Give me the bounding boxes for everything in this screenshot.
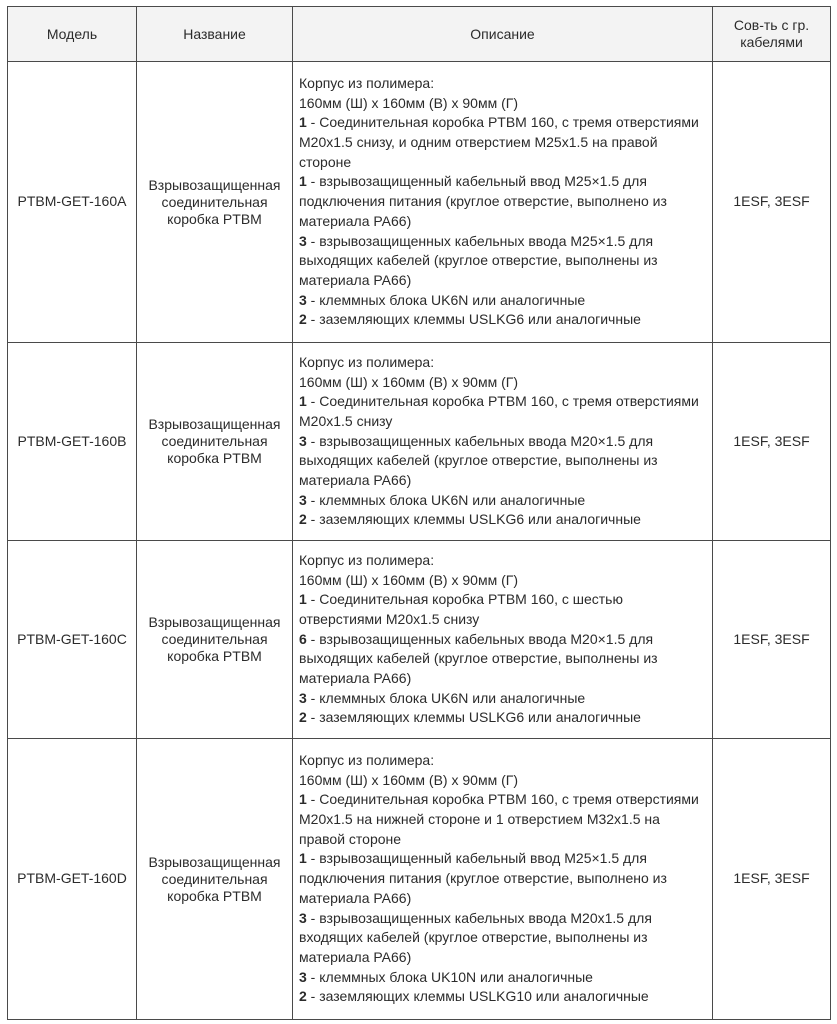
compat-cell: 1ESF, 3ESF xyxy=(713,541,831,739)
compat-cell: 1ESF, 3ESF xyxy=(713,62,831,343)
compat-cell: 1ESF, 3ESF xyxy=(713,739,831,1020)
item-quantity: 1 xyxy=(299,173,307,190)
item-text: - взрывозащищенных кабельных ввода M20×1.5 для выходящих кабелей (круглое отверстие, выполнены из материала PA66) xyxy=(299,630,658,687)
header-compat: Сов-ть с гр. кабелями xyxy=(713,7,831,62)
description-item xyxy=(299,590,706,629)
item-text: - клеммных блока UK6N или аналогичные xyxy=(306,491,586,508)
item-text: - клеммных блока UK6N или аналогичные xyxy=(306,689,586,706)
item-quantity: 3 xyxy=(299,232,307,249)
description-intro: Корпус из полимера: xyxy=(299,751,435,768)
item-text: - взрывозащищенных кабельных ввода M25×1.5 для выходящих кабелей (круглое отверстие, выполнены из материала PA66) xyxy=(299,232,658,288)
description-dimensions: 160мм (Ш) x 160мм (В) x 90мм (Г) xyxy=(299,771,518,788)
description-item xyxy=(299,630,706,689)
description-item xyxy=(299,790,706,849)
header-row xyxy=(8,7,831,62)
item-text: - клеммных блока UK6N или аналогичные xyxy=(306,291,586,308)
description-cell xyxy=(293,343,713,541)
model-cell: PTBM-GET-160B xyxy=(8,343,137,541)
item-text: - заземляющих клеммы USLKG6 или аналогичные xyxy=(306,311,641,328)
header-model: Модель xyxy=(8,7,137,62)
item-quantity: 3 xyxy=(299,968,307,985)
description-item xyxy=(299,172,706,231)
item-quantity: 1 xyxy=(299,591,307,608)
item-text: - Соединительная коробка PTBM 160, с тремя отверстиями M20x1.5 снизу, и одним отверстием M25x1.5 на правой стороне xyxy=(299,114,699,170)
description-item xyxy=(299,987,706,1007)
item-quantity: 1 xyxy=(299,114,307,131)
item-text: - заземляющих клеммы USLKG6 или аналогичные xyxy=(306,511,641,528)
description-item xyxy=(299,708,706,728)
description-cell xyxy=(293,739,713,1020)
item-text: - заземляющих клеммы USLKG6 или аналогичные xyxy=(306,709,641,726)
item-text: - взрывозащищенных кабельных ввода M20×1.5 для выходящих кабелей (круглое отверстие, выполнены из материала PA66) xyxy=(299,432,658,489)
name-cell: Взрывозащищенная соединительная коробка PTBM xyxy=(137,343,293,541)
model-cell: PTBM-GET-160A xyxy=(8,62,137,343)
item-text: - заземляющих клеммы USLKG10 или аналогичные xyxy=(306,988,649,1005)
table-row xyxy=(8,62,831,343)
item-quantity: 2 xyxy=(299,311,307,328)
table-row xyxy=(8,541,831,739)
item-text: - взрывозащищенных кабельных ввода M20x1.5 для входящих кабелей (круглое отверстие, выполнены из материала PA66) xyxy=(299,909,652,965)
description-item xyxy=(299,232,706,291)
item-text: - Соединительная коробка PTBM 160, с шестью отверстиями M20x1.5 снизу xyxy=(299,591,623,627)
item-text: - клеммных блока UK10N или аналогичные xyxy=(306,968,593,985)
description-item xyxy=(299,432,706,491)
description-item xyxy=(299,392,706,431)
description-item xyxy=(299,689,706,709)
header-description: Описание xyxy=(293,7,713,62)
item-quantity: 6 xyxy=(299,630,307,647)
table-row xyxy=(8,739,831,1020)
description-cell xyxy=(293,62,713,343)
description-dimensions: 160мм (Ш) x 160мм (В) x 90мм (Г) xyxy=(299,94,518,111)
name-cell: Взрывозащищенная соединительная коробка PTBM xyxy=(137,62,293,343)
item-quantity: 2 xyxy=(299,988,307,1005)
description-cell xyxy=(293,541,713,739)
description-item xyxy=(299,291,706,311)
description-dimensions: 160мм (Ш) x 160мм (В) x 90мм (Г) xyxy=(299,373,518,390)
item-quantity: 1 xyxy=(299,850,307,867)
description-item xyxy=(299,909,706,968)
description-intro: Корпус из полимера: xyxy=(299,551,435,568)
item-quantity: 1 xyxy=(299,393,307,410)
item-text: - взрывозащищенный кабельный ввод M25×1.5 для подключения питания (круглое отверстие, выполнено из материала PA66) xyxy=(299,173,667,229)
description-item xyxy=(299,113,706,172)
item-quantity: 2 xyxy=(299,511,307,528)
header-name: Название xyxy=(137,7,293,62)
item-quantity: 3 xyxy=(299,432,307,449)
item-quantity: 1 xyxy=(299,791,307,808)
item-quantity: 3 xyxy=(299,291,307,308)
item-quantity: 3 xyxy=(299,909,307,926)
item-quantity: 2 xyxy=(299,709,307,726)
item-text: - взрывозащищенный кабельный ввод M25×1.5 для подключения питания (круглое отверстие, выполнено из материала PA66) xyxy=(299,850,667,906)
item-text: - Соединительная коробка PTBM 160, с тремя отверстиями M20x1.5 снизу xyxy=(299,393,699,429)
description-dimensions: 160мм (Ш) x 160мм (В) x 90мм (Г) xyxy=(299,571,518,588)
compat-cell: 1ESF, 3ESF xyxy=(713,343,831,541)
name-cell: Взрывозащищенная соединительная коробка PTBM xyxy=(137,541,293,739)
description-item xyxy=(299,491,706,511)
item-quantity: 3 xyxy=(299,689,307,706)
description-item xyxy=(299,310,706,330)
table-row xyxy=(8,343,831,541)
name-cell: Взрывозащищенная соединительная коробка PTBM xyxy=(137,739,293,1020)
item-text: - Соединительная коробка PTBM 160, с тремя отверстиями M20x1.5 на нижней стороне и 1 отверстием M32x1.5 на правой стороне xyxy=(299,791,699,847)
description-item xyxy=(299,849,706,908)
description-item xyxy=(299,510,706,530)
description-item xyxy=(299,968,706,988)
model-cell: PTBM-GET-160C xyxy=(8,541,137,739)
description-intro: Корпус из полимера: xyxy=(299,353,435,370)
description-intro: Корпус из полимера: xyxy=(299,74,435,91)
model-cell: PTBM-GET-160D xyxy=(8,739,137,1020)
item-quantity: 3 xyxy=(299,491,307,508)
product-table xyxy=(7,6,831,1020)
